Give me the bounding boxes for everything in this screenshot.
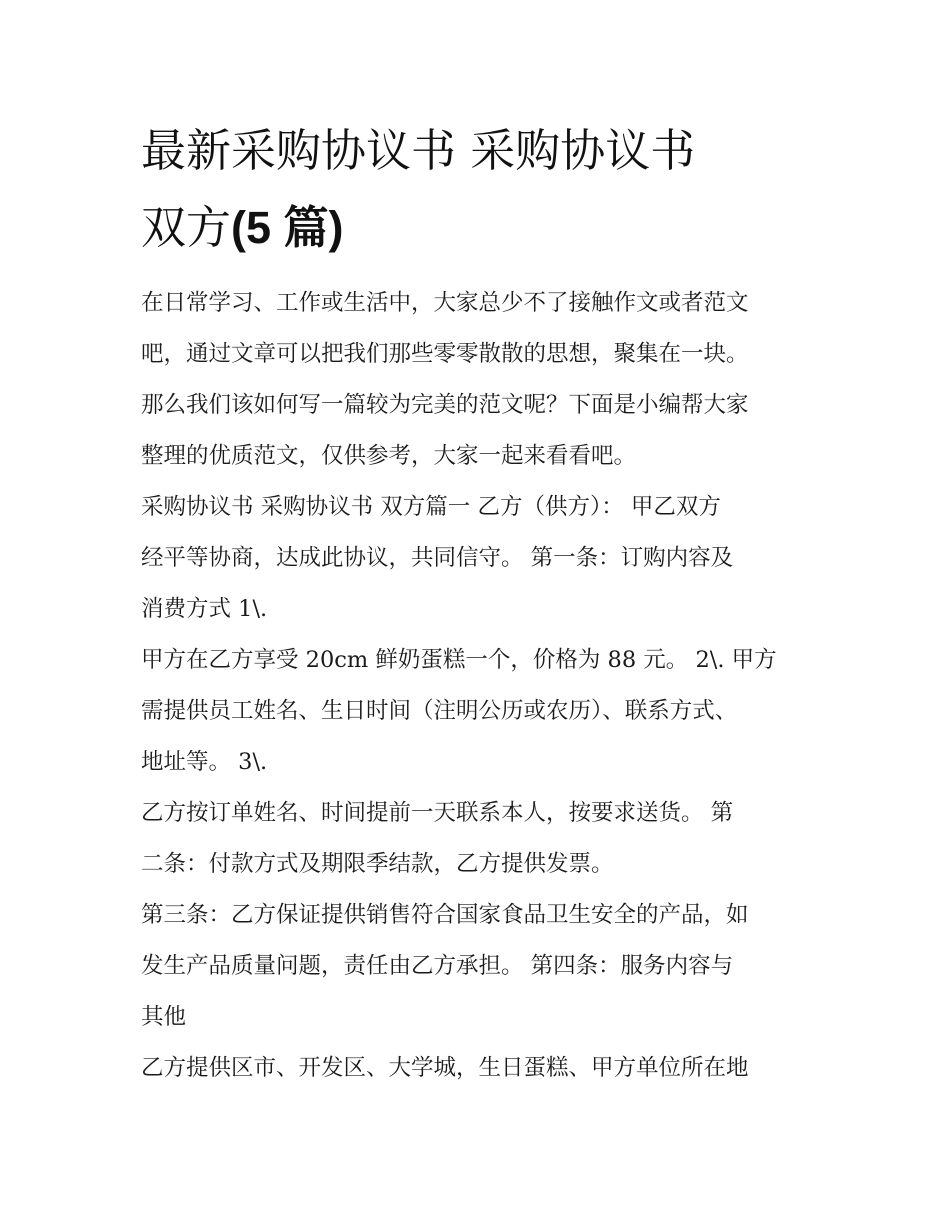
paragraph-line: 其他 <box>141 1004 187 1030</box>
paragraph-line: 乙方提供区市、开发区、大学城，生日蛋糕、甲方单位所在地 <box>141 1055 749 1081</box>
paragraph-article-1 <box>141 482 813 635</box>
paragraph-line: 那么我们该如何写一篇较为完美的范文呢？下面是小编帮大家 <box>141 392 749 418</box>
paragraph-line: 消费方式 1\. <box>141 596 268 622</box>
paragraph-line: 发生产品质量问题，责任由乙方承担。 第四条：服务内容与 <box>141 953 734 979</box>
paragraph-terms-1 <box>141 635 813 788</box>
paragraph-line: 第三条：乙方保证提供销售符合国家食品卫生安全的产品，如 <box>141 902 749 928</box>
paragraph-line: 在日常学习、工作或生活中，大家总少不了接触作文或者范文 <box>141 290 749 316</box>
paragraph-line: 整理的优质范文，仅供参考，大家一起来看看吧。 <box>141 443 637 469</box>
title-line-2-text: 双方 <box>141 201 232 254</box>
paragraph-line: 采购协议书 采购协议书 双方篇一 乙方（供方）： 甲乙双方 <box>141 494 721 520</box>
paragraph-intro <box>141 278 813 482</box>
paragraph-line: 地址等。 3\. <box>141 749 268 775</box>
paragraph-line: 二条：付款方式及期限季结款，乙方提供发票。 <box>141 851 614 877</box>
paragraph-line: 经平等协商，达成此协议，共同信守。 第一条：订购内容及 <box>141 545 734 571</box>
document-title <box>141 112 813 266</box>
paragraph-line: 乙方按订单姓名、时间提前一天联系本人，按要求送货。 第 <box>141 800 734 826</box>
title-count: (5 篇) <box>231 202 344 253</box>
paragraph-line: 需提供员工姓名、生日时间（注明公历或农历）、联系方式、 <box>141 698 738 724</box>
paragraph-line: 吧，通过文章可以把我们那些零零散散的思想，聚集在一块。 <box>141 341 749 367</box>
paragraph-terms-4 <box>141 1043 813 1094</box>
document-body <box>141 112 813 1094</box>
title-line-1: 最新采购协议书 采购协议书 <box>141 124 696 177</box>
paragraph-terms-2 <box>141 788 813 890</box>
paragraph-line: 甲方在乙方享受 20cm 鲜奶蛋糕一个，价格为 88 元。 2\. 甲方 <box>141 647 777 673</box>
paragraph-terms-3 <box>141 890 813 1043</box>
title-line-2 <box>141 189 813 266</box>
